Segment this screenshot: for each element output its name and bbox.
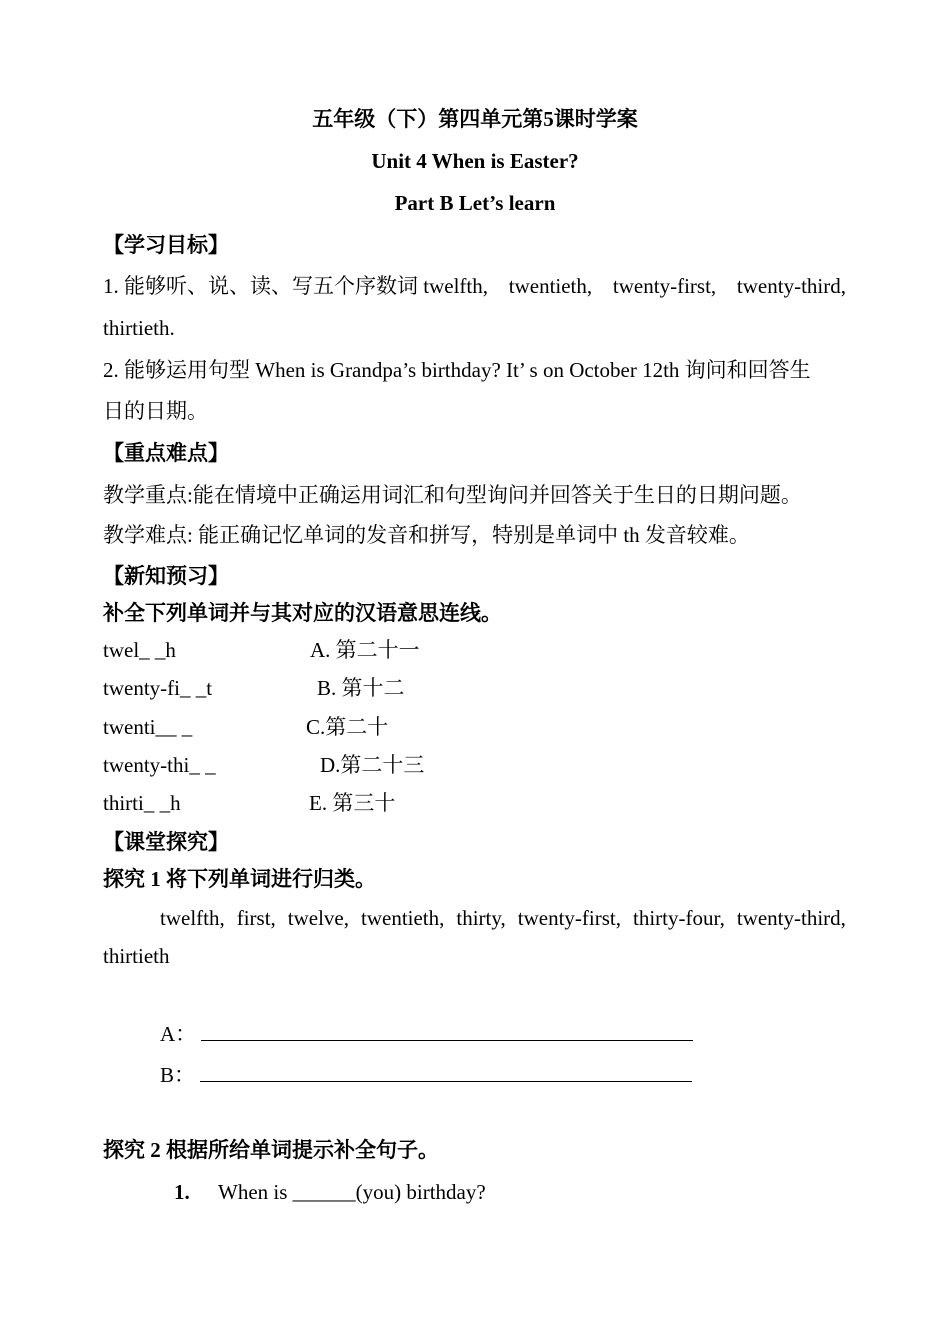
match-option: D.第二十三 <box>320 753 425 777</box>
preview-heading: 【新知预习】 <box>103 564 229 588</box>
category-a-answer-line[interactable] <box>201 1020 693 1041</box>
objective-2-continuation: 日的日期。 <box>103 399 208 423</box>
task-word: twenty-third, <box>736 906 846 930</box>
category-a-label: A： <box>160 1022 197 1046</box>
task-word: twelfth, <box>160 906 225 930</box>
match-option: A. 第二十一 <box>310 638 420 662</box>
fill-word: twenty-fi_ _t <box>103 676 213 700</box>
task-1-word-list <box>160 905 846 931</box>
task-word: twelve, <box>287 906 350 930</box>
objective-1-part: twenty-first, <box>612 274 717 298</box>
objective-1-line <box>103 273 846 299</box>
explore-heading: 【课堂探究】 <box>103 830 229 854</box>
match-option: B. 第十二 <box>317 676 405 700</box>
match-option: C.第二十 <box>306 715 389 739</box>
key-points-heading: 【重点难点】 <box>103 441 229 465</box>
objective-2-line: 2. 能够运用句型 When is Grandpa’s birthday? It’ s on October 12th 询问和回答生 <box>103 358 811 382</box>
objective-1-part: twenty-third, <box>736 274 846 298</box>
task-1-title: 探究 1 将下列单词进行归类。 <box>103 867 376 891</box>
category-b-label: B： <box>160 1063 196 1087</box>
task-word: first, <box>236 906 276 930</box>
fill-word: twel_ _h <box>103 638 176 662</box>
fill-word: thirti_ _h <box>103 791 181 815</box>
preview-instruction: 补全下列单词并与其对应的汉语意思连线。 <box>103 601 502 625</box>
objective-1-continuation: thirtieth. <box>103 316 175 340</box>
objective-1-part: 1. 能够听、说、读、写五个序数词 twelfth, <box>103 274 488 298</box>
category-b-answer-line[interactable] <box>200 1061 692 1082</box>
part-title: Part B Let’s learn <box>394 191 556 215</box>
category-b-row <box>160 1061 692 1088</box>
objectives-heading: 【学习目标】 <box>103 233 229 257</box>
fill-word: twenti__ _ <box>103 715 193 739</box>
teaching-focus: 教学重点:能在情境中正确运用词汇和句型询问并回答关于生日的日期问题。 <box>103 483 802 507</box>
fill-word: twenty-thi_ _ <box>103 753 216 777</box>
task-word: twentieth, <box>361 906 445 930</box>
category-a-row <box>160 1020 693 1047</box>
match-option: E. 第三十 <box>309 791 396 815</box>
objective-1-part: twentieth, <box>508 274 593 298</box>
page-title: 五年级（下）第四单元第5课时学案 <box>312 107 638 131</box>
task-2-title: 探究 2 根据所给单词提示补全句子。 <box>103 1138 439 1162</box>
task-word: thirty, <box>456 906 506 930</box>
task-word: twenty-first, <box>517 906 621 930</box>
unit-title: Unit 4 When is Easter? <box>371 149 579 173</box>
task-1-word-list-continuation: thirtieth <box>103 944 170 968</box>
task-word: thirty-four, <box>632 906 725 930</box>
question-1-number: 1. <box>174 1180 190 1204</box>
teaching-difficulty: 教学难点: 能正确记忆单词的发音和拼写，特别是单词中 th 发音较难。 <box>103 523 750 547</box>
question-1-text: When is ______(you) birthday? <box>218 1180 486 1204</box>
